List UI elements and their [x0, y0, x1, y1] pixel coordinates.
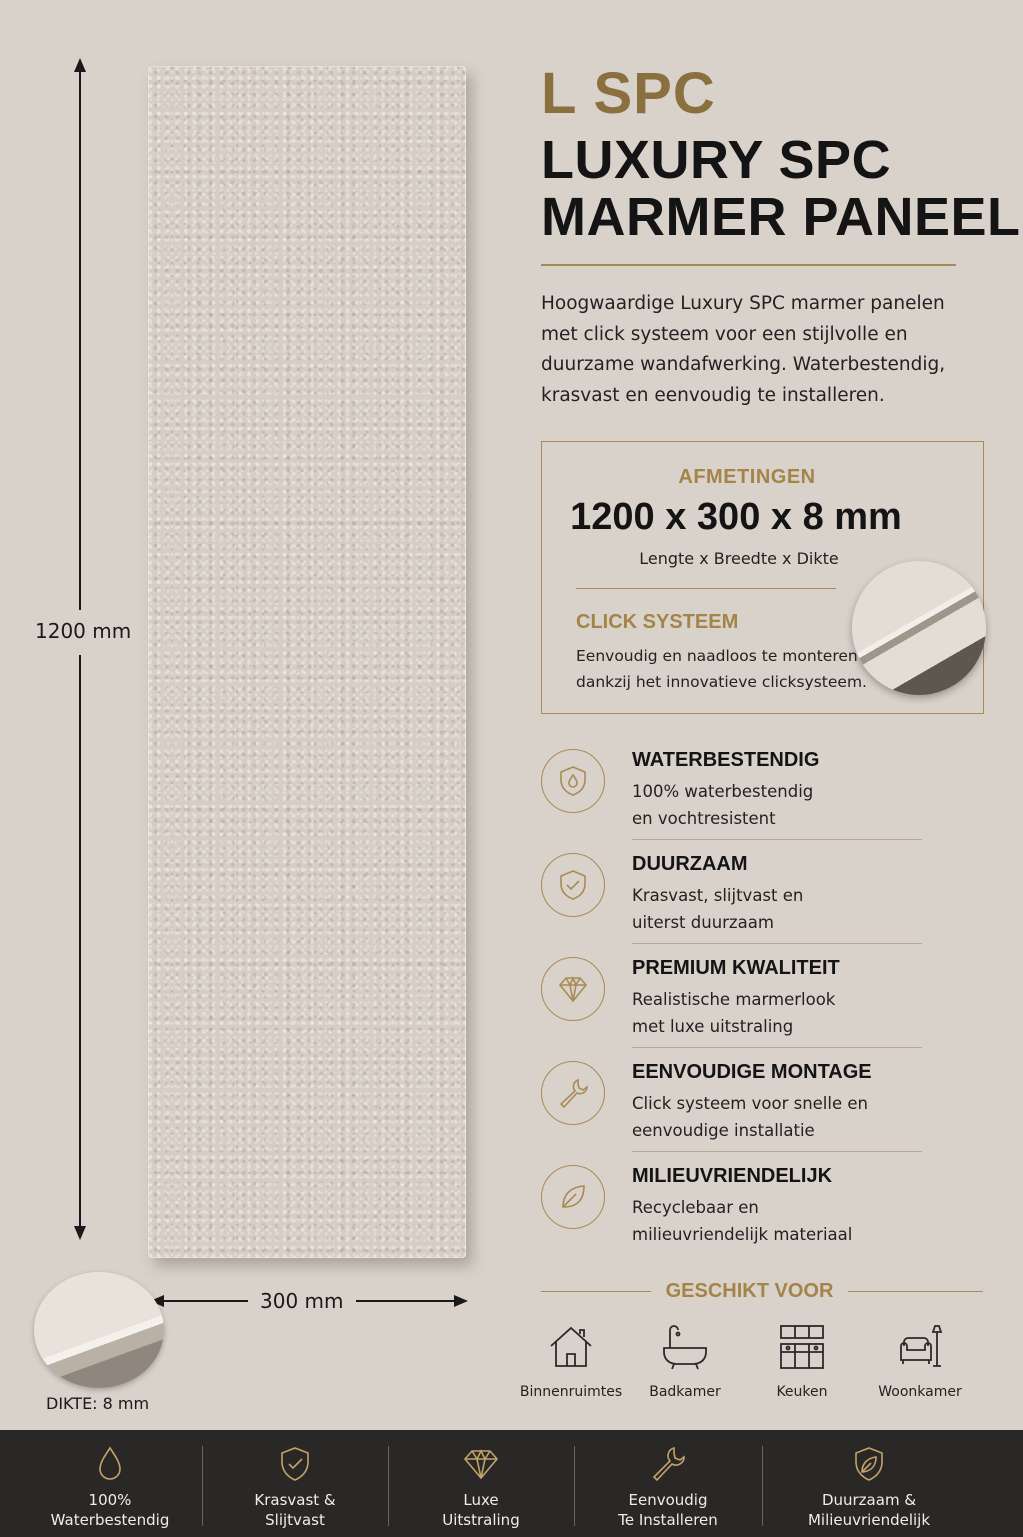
drop-icon — [90, 1444, 130, 1484]
feature-description: Click systeem voor snelle en eenvoudige installatie — [632, 1094, 868, 1140]
feature-description: Realistische marmerlook met luxe uitstraling — [632, 990, 836, 1036]
spec-divider — [576, 588, 836, 589]
benefit-separator — [762, 1446, 763, 1526]
click-system-detail-image — [852, 561, 986, 695]
feature-title: EENVOUDIGE MONTAGE — [632, 1061, 872, 1083]
thickness-label: DIKTE: 8 mm — [46, 1394, 150, 1413]
wrench-icon — [541, 1061, 605, 1125]
benefit-krasvast — [204, 1430, 386, 1537]
suitable-divider-left — [541, 1291, 651, 1292]
feature-premium-kwaliteit — [541, 957, 931, 1061]
benefit-separator — [388, 1446, 389, 1526]
feature-divider — [632, 839, 922, 840]
room-badkamer — [630, 1322, 740, 1400]
shield-check-icon — [275, 1444, 315, 1484]
kitchen-icon — [777, 1322, 827, 1372]
click-system-heading: CLICK SYSTEEM — [576, 611, 739, 633]
height-arrow-bottom — [74, 1226, 86, 1240]
spec-dimensions: 1200 x 300 x 8 mm — [570, 496, 902, 538]
benefit-separator — [574, 1446, 575, 1526]
feature-title: DUURZAAM — [632, 853, 748, 875]
feature-title: MILIEUVRIENDELIJK — [632, 1165, 833, 1187]
benefit-separator — [202, 1446, 203, 1526]
feature-duurzaam — [541, 853, 931, 957]
house-icon — [546, 1322, 596, 1372]
suitable-heading: GESCHIKT VOOR — [665, 1280, 834, 1302]
width-arrow-right — [454, 1295, 468, 1307]
benefit-waterbestendig — [20, 1430, 200, 1537]
sofa-lamp-icon — [895, 1322, 945, 1372]
feature-divider — [632, 943, 922, 944]
height-line-upper — [79, 70, 81, 610]
width-line-right — [356, 1300, 456, 1302]
room-label: Woonkamer — [878, 1384, 962, 1400]
benefit-label: Krasvast & Slijtvast — [254, 1491, 336, 1529]
diamond-icon — [461, 1444, 501, 1484]
benefit-eenvoudig — [576, 1430, 760, 1537]
benefit-label: Luxe Uitstraling — [442, 1491, 520, 1529]
suitable-divider-right — [848, 1291, 983, 1292]
feature-description: 100% waterbestendig en vochtresistent — [632, 782, 814, 828]
wrench-icon — [648, 1444, 688, 1484]
room-label: Badkamer — [649, 1384, 721, 1400]
width-line-left — [162, 1300, 248, 1302]
feature-divider — [632, 1151, 922, 1152]
title-line-2: MARMER PANEEL — [541, 187, 1021, 247]
feature-description: Krasvast, slijtvast en uiterst duurzaam — [632, 886, 804, 932]
thickness-detail-image — [34, 1272, 164, 1388]
shield-check-icon — [541, 853, 605, 917]
feature-waterbestendig — [541, 749, 931, 853]
spec-subtitle: Lengte x Breedte x Dikte — [639, 549, 839, 568]
shield-leaf-icon — [849, 1444, 889, 1484]
marble-panel-image — [148, 66, 466, 1258]
room-woonkamer — [865, 1322, 975, 1400]
brand-name: L SPC — [541, 61, 716, 126]
room-label: Binnenruimtes — [519, 1384, 623, 1400]
feature-divider — [632, 1047, 922, 1048]
page-title — [541, 132, 1021, 246]
room-label: Keuken — [776, 1384, 828, 1400]
title-line-1: LUXURY SPC — [541, 130, 892, 190]
room-keuken — [747, 1322, 857, 1400]
benefit-luxe-uitstraling — [390, 1430, 572, 1537]
height-label: 1200 mm — [35, 619, 132, 643]
spec-heading: AFMETINGEN — [678, 466, 816, 488]
benefit-label: Eenvoudig Te Installeren — [618, 1491, 718, 1529]
bathtub-icon — [660, 1322, 710, 1372]
feature-eenvoudige-montage — [541, 1061, 931, 1165]
feature-description: Recyclebaar en milieuvriendelijk materiaal — [632, 1198, 853, 1244]
room-binnenruimtes — [516, 1322, 626, 1400]
feature-milieuvriendelijk — [541, 1165, 931, 1269]
shield-drop-icon — [541, 749, 605, 813]
benefit-label: 100% Waterbestendig — [50, 1491, 170, 1529]
diamond-icon — [541, 957, 605, 1021]
height-line-lower — [79, 655, 81, 1227]
feature-title: WATERBESTENDIG — [632, 749, 820, 771]
benefit-label: Duurzaam & Milieuvriendelijk — [807, 1491, 931, 1529]
leaf-icon — [541, 1165, 605, 1229]
width-label: 300 mm — [260, 1289, 344, 1313]
title-divider — [541, 264, 956, 266]
feature-title: PREMIUM KWALITEIT — [632, 957, 840, 979]
intro-text: Hoogwaardige Luxury SPC marmer panelen met click systeem voor een stijlvolle en duurzame wandafwerking. Waterbestendig, krasvast en eenvoudig te installeren. — [541, 293, 946, 406]
benefit-duurzaam — [764, 1430, 974, 1537]
click-system-text: Eenvoudig en naadloos te monteren dankzij het innovatieve clicksysteem. — [576, 647, 867, 691]
